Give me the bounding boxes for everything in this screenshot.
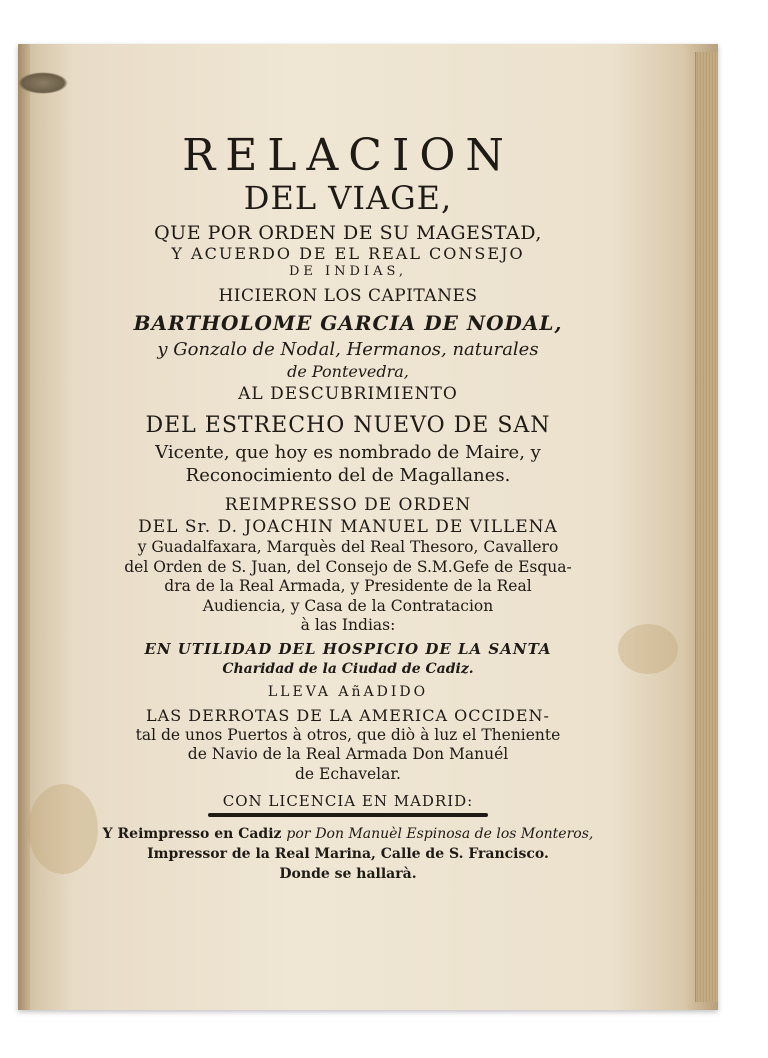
title-line: AL DESCUBRIMIENTO bbox=[238, 384, 458, 404]
ornamental-rule bbox=[208, 813, 488, 817]
title-line: REIMPRESSO DE ORDEN bbox=[224, 495, 472, 515]
title-line: del Orden de S. Juan, del Consejo de S.M.Gefe de Esqua- bbox=[124, 557, 572, 576]
title-line: DEL ESTRECHO NUEVO DE SAN bbox=[145, 413, 551, 438]
license-line: CON LICENCIA EN MADRID: bbox=[222, 792, 474, 810]
title-line: DEL Sr. D. JOACHIN MANUEL DE VILLENA bbox=[138, 517, 558, 537]
captain-name: BARTHOLOME GARCIA DE NODAL, bbox=[133, 311, 563, 335]
title-line: de Echavelar. bbox=[294, 764, 401, 783]
page-edges bbox=[695, 52, 718, 1002]
title-line: LAS DERROTAS DE LA AMERICA OCCIDEN- bbox=[146, 705, 550, 725]
title-line: Reconocimiento del de Magallanes. bbox=[185, 465, 511, 486]
title-line: QUE POR ORDEN DE SU MAGESTAD, bbox=[154, 222, 542, 244]
title-line: Y ACUERDO DE EL REAL CONSEJO bbox=[171, 244, 525, 263]
book-spine bbox=[18, 44, 30, 1010]
title-line: à las Indias: bbox=[300, 616, 396, 634]
title-line: y Guadalfaxara, Marquès del Real Thesoro, Cavallero bbox=[137, 538, 559, 556]
title-line: HICIERON LOS CAPITANES bbox=[218, 286, 478, 306]
subtitle: DEL VIAGE, bbox=[243, 179, 453, 217]
title-line: de Navio de la Real Armada Don Manuél bbox=[187, 745, 509, 763]
title-line: y Gonzalo de Nodal, Hermanos, naturales bbox=[157, 339, 539, 360]
imprint-line-3: Donde se hallarà. bbox=[279, 866, 417, 882]
title-line: tal de unos Puertos à otros, que diò à luz el Theniente bbox=[135, 725, 561, 744]
title-line: de Pontevedra, bbox=[287, 362, 409, 381]
title-line: EN UTILIDAD DEL HOSPICIO DE LA SANTA bbox=[144, 639, 552, 658]
title-line: Audiencia, y Casa de la Contratacion bbox=[202, 596, 494, 615]
book bbox=[18, 44, 718, 1010]
binding-thread bbox=[18, 72, 68, 94]
title-page bbox=[88, 114, 608, 881]
title-line: Charidad de la Ciudad de Cadiz. bbox=[222, 660, 474, 677]
imprint-line-2: Impressor de la Real Marina, Calle de S. Francisco. bbox=[147, 846, 549, 862]
title-line: LLEVA AñADIDO bbox=[267, 683, 429, 700]
main-title: RELACION bbox=[182, 130, 514, 181]
imprint-line-1: Y Reimpresso en Cadiz por Don Manuèl Espinosa de los Monteros, bbox=[102, 826, 594, 842]
foxing-stain bbox=[618, 624, 678, 674]
title-line: DE INDIAS, bbox=[288, 264, 408, 279]
title-line: dra de la Real Armada, y Presidente de la Real bbox=[164, 577, 532, 595]
title-line: Vicente, que hoy es nombrado de Maire, y bbox=[155, 442, 541, 463]
